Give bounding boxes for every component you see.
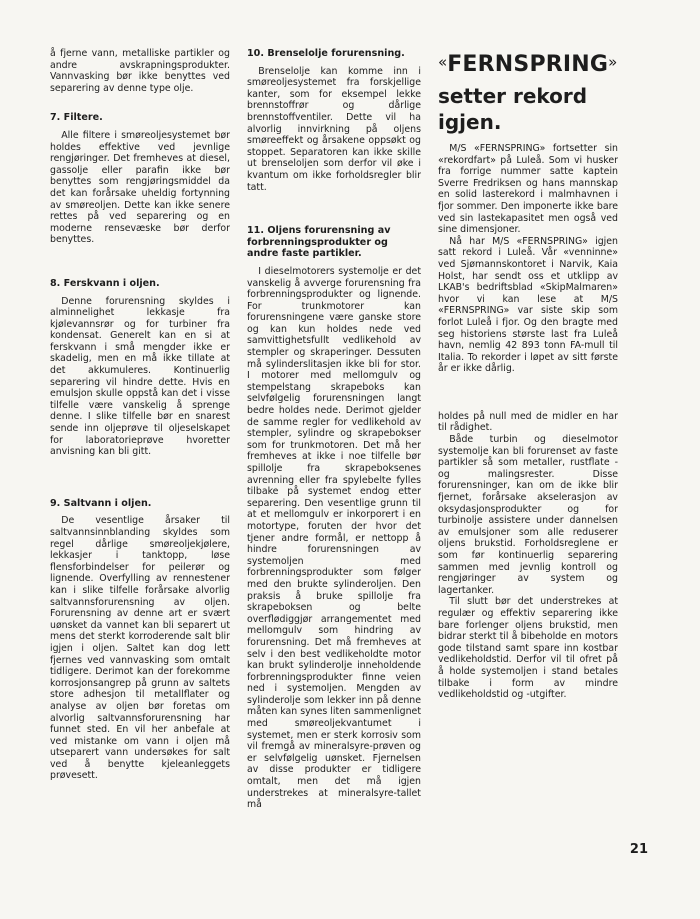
section-9-heading: 9. Saltvann i oljen.	[50, 497, 152, 509]
intro-paragraph: å fjerne vann, metalliske partikler og andre avskrapningsprodukter. Vannvasking bør ikke benyttes ved separering av denne type olje.	[50, 48, 230, 94]
title-ship-name: FERNSPRING	[447, 52, 609, 77]
continuation-paragraph-3: Til slutt bør det understrekes at regulær og effektiv separering ikke bare forlenger oljens brukstid, men bidrar sterkt til å bibeholde en motors gode tilstand samt spare inn kostbar vedlikeholdstid. Derfor vil til ofret på å holde systemoljen i stand betales tilbake i form av mindre vedlikeholdstid og -utgifter.	[438, 596, 618, 701]
article-paragraph-2: Nå har M/S «FERNSPRING» igjen satt rekord i Luleå. Vår «venninne» ved Sjømannskontoret i Narvik, Kaia Holst, har sendt oss et utklipp av LKAB's bedriftsblad «SkipMalmaren» hvor vi kan lese at M/S «FERNSPRING» var siste skip som forlot Luleå i fjor. Og den bragte med seg historiens største last fra Luleå havn, nemlig 42 893 tonn FA-mull til Italia. To rekorder i løpet av sitt første år er ikke dårlig.	[438, 235, 618, 375]
section-10-text: Brenselolje kan komme inn i smøreoljesystemet fra forskjellige kanter, som for eksempel lekke brennstoffrør og dårlige brennstoffventiler. Dette vil ha alvorlig innvirkning på oljens smøreeffekt og årsakene oppsøkt og stoppet. Separatoren kan ikke skille ut brenseloljen som derfor vil øke i kvantum om ikke forholdsregler blir tatt.	[247, 65, 421, 193]
section-8-heading: 8. Ferskvann i oljen.	[50, 277, 160, 289]
column-right	[438, 48, 618, 701]
section-11-text: I dieselmotorers systemolje er det vanskelig å avverge forurensning fra forbrenningsprodukter og lignende. For trunkmotorer kan forurensningene være ganske store og kan kun holdes nede ved samvittighetsfullt vedlikehold av stempler og skraperinger. Dessuten må sylinderslitasjen ikke bli for stor. I motorer med mellomgulv og stempelstang skrapeboks kan selvfølgelig forurensningen langt bedre holdes nede. Derimot gjelder de samme regler for vedlikehold av stempler, sylindre og skrapebokser som for trunkmotoren. Det må her fremheves at ikke i noe tilfelle bør spillolje fra skrapeboksenes avrenning eller fra spylebelte fylles tilbake på systemet endog etter separering. Den vesentlige grunn til at et mellomgulv er inkorporert i en motortype, foruten der hvor det tjener andre formål, er nettopp å hindre forurensningen av systemoljen med forbrenningsprodukter som følger med den brukte sylinderoljen. Den praksis å bruke spillolje fra skrapeboksen og belte overflødiggjør arrangementet med mellomgulv som hindring av forurensning. Det må fremheves at selv i den best vedlikeholdte motor kan brukt sylinderolje inneholdende forbrenningsprodukter finne veien ned i systemoljen. Mengden av sylinderolje som lekker inn på denne måten kan synes liten sammenlignet med smøreoljekvantumet i systemet, men er sterk korrosiv som vil fremgå av mineralsyre-prøven og er selvfølgelig uønsket. Fjernelsen av disse produkter er tidligere omtalt, men det må igjen understrekes at mineralsyre-tallet må	[247, 265, 421, 811]
column-left	[50, 48, 230, 782]
section-8-text: Denne forurensning skyldes i alminnelighet lekkasje fra kjølevannsrør og for turbiner fra kondensat. Generelt kan en si at ferskvann i små mengder ikke er skadelig, men en må ikke tillate at det akkumuleres. Kontinuerlig separering vil hindre dette. Hvis en emulsjon skulle oppstå kan det i visse tilfelle være vanskelig å sprenge denne. I slike tilfelle bør en snarest sende inn oljeprøve til oljeselskapet for laboratorieprøve hvoretter anvisning kan bli gitt.	[50, 295, 230, 458]
column-middle	[247, 48, 421, 811]
title-subline: setter rekord igjen.	[438, 84, 588, 134]
continuation-paragraph-2: Både turbin og dieselmotor systemolje kan bli forurenset av faste partikler så som metaller, rustflate -og malingsrester. Disse forurensninger, kan om de ikke blir fjernet, forårsake akselerasjon av oksydasjonsprodukter og for turbinolje assistere under dannelsen av emulsjoner som alle reduserer oljens brukstid. Forholdsreglene er som før kontinuerlig separering sammen med jevnlig kontroll og rengjøringer av system og lagertanker.	[438, 434, 618, 596]
article-paragraph-1: M/S «FERNSPRING» fortsetter sin «rekordfart» på Luleå. Som vi husker fra forrige nummer satte kaptein Sverre Fredriksen og hans mannskap en solid lasterekord i malmhavnen i fjor sommer. Den imponerte ikke bare ved sin lastekapasitet men også ved sine dimensjoner.	[438, 143, 618, 236]
page-number: 21	[629, 842, 648, 857]
section-7-text: Alle filtere i smøreoljesystemet bør holdes effektive ved jevnlige rengjøringer. Det fremheves at diesel, gassolje eller parafin ikke bør benyttes som rengjøringsmiddel da det kan forårsake uheldig fortynning av smøreoljen. Dette kan ikke senere rettes på ved separering og en moderne rensevæske bør derfor benyttes.	[50, 129, 230, 246]
article-title	[438, 48, 618, 135]
section-11-heading: 11. Oljens forurensning av forbrenningsprodukter og andre faste partikler.	[247, 225, 391, 260]
title-quote-open: «	[438, 53, 448, 71]
section-9-text: De vesentlige årsaker til saltvannsinnblanding skyldes som regel dårlige smøreoljekjølere, lekkasjer i tanktopp, løse flensforbindelser for peilerør og lignende. Overfylling av rennestener kan i slike tilfelle forårsake alvorlig saltvannsforurensning av oljen. Forurensning av denne art er svært uønsket da vannet kan bli separert ut mens det sterkt korroderende salt blir igjen i oljen. Saltet kan dog lett fjernes ved vannvasking som omtalt tidligere. Derimot kan der forekomme korrosjonsangrep på grunn av saltets store adhesjon til metallflater og analyse av oljen bør foretas om alvorlig saltvannsforurensning har funnet sted. En vil her anbefale at ved mistanke om vann i oljen må utseparert vann undersøkes for salt ved å benytte kjeleanleggets prøvesett.	[50, 515, 230, 782]
title-quote-close: »	[608, 53, 618, 71]
section-10-heading: 10. Brenselolje forurensning.	[247, 48, 405, 59]
continuation-paragraph-1: holdes på null med de midler en har til rådighet.	[438, 410, 618, 434]
section-7-heading: 7. Filtere.	[50, 112, 103, 124]
